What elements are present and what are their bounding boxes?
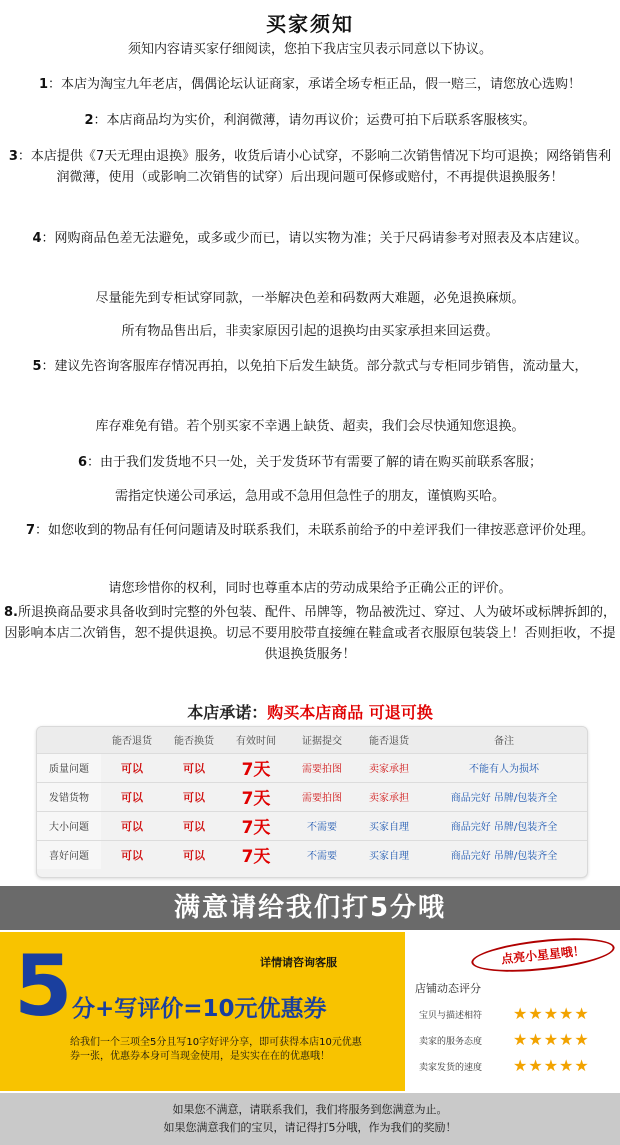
footer-line-1: 如果您不满意，请联系我们，我们将服务到您满意为止。 bbox=[172, 1103, 448, 1116]
notice-item-2: 2：本店商品均为实价，利润微薄，请勿再议价；运费可拍下后联系客服核实。 bbox=[84, 113, 536, 128]
table-row bbox=[37, 753, 587, 782]
rating-label: 卖家的服务态度 bbox=[419, 1037, 483, 1047]
table-cell: 可以 bbox=[101, 811, 163, 840]
table-cell: 卖家承担 bbox=[357, 753, 421, 782]
notice-item-1: 1：本店为淘宝九年老店，偶偶论坛认证商家，承诺全场专柜正品，假一赔三，请您放心选购！ bbox=[38, 77, 582, 92]
table-cell: 不需要 bbox=[287, 811, 357, 840]
coupon-headline: 分+写评价=10元优惠券 bbox=[72, 996, 327, 1022]
rating-label: 卖家发货的速度 bbox=[419, 1063, 483, 1073]
row-label: 喜好问题 bbox=[37, 840, 101, 869]
notice-item-5-b: 库存难免有错。若个别买家不幸遇上缺货、超卖，我们会尽快通知您退换。 bbox=[95, 419, 525, 434]
notice-subtitle: 须知内容请买家仔细阅读，您拍下我店宝贝表示同意以下协议。 bbox=[127, 42, 492, 57]
promise-table bbox=[36, 726, 588, 878]
table-cell: 7天 bbox=[225, 811, 287, 840]
table-cell: 7天 bbox=[225, 753, 287, 782]
table-header: 有效时间 bbox=[225, 727, 287, 753]
rating-banner: 满意请给我们打5分哦 bbox=[0, 886, 620, 930]
table-cell: 可以 bbox=[163, 753, 225, 782]
table-cell: 商品完好 吊牌/包装齐全 bbox=[421, 811, 587, 840]
row-label: 大小问题 bbox=[37, 811, 101, 840]
notice-item-4: 4：网购商品色差无法避免，或多或少而已，请以实物为准；关于尺码请参考对照表及本店建议。 bbox=[32, 231, 588, 246]
star-badge: 点亮小星星哦！ bbox=[470, 933, 616, 978]
notice-item-6: 6：由于我们发货地不只一处，关于发货环节有需要了解的请在购买前联系客服； bbox=[77, 455, 543, 470]
table-row bbox=[37, 840, 587, 869]
notice-item-6-b: 需指定快递公司承运，急用或不急用但急性子的朋友，谨慎购买哈。 bbox=[114, 489, 505, 504]
notice-item-3: 3：本店提供《7天无理由退换》服务，收货后请小心试穿，不影响二次销售情况下均可退换；网络销售利润微薄，使用（或影响二次销售的试穿）后出现问题可保修或赔付，不再提供退换服务！ bbox=[8, 149, 612, 185]
rating-title: 店铺动态评分 bbox=[415, 982, 481, 995]
table-cell: 7天 bbox=[225, 840, 287, 869]
rating-row bbox=[419, 1004, 619, 1024]
star-icon: ★★★★★ bbox=[513, 1056, 590, 1075]
table-header: 能否退货 bbox=[101, 727, 163, 753]
table-cell: 可以 bbox=[163, 811, 225, 840]
table-cell: 不需要 bbox=[287, 840, 357, 869]
row-label: 发错货物 bbox=[37, 782, 101, 811]
table-cell: 卖家承担 bbox=[357, 782, 421, 811]
table-cell: 可以 bbox=[101, 753, 163, 782]
row-label: 质量问题 bbox=[37, 753, 101, 782]
table-header: 备注 bbox=[421, 727, 587, 753]
table-cell: 可以 bbox=[163, 782, 225, 811]
table-cell: 不能有人为损坏 bbox=[421, 753, 587, 782]
notice-item-8: 8.所退换商品要求具备收到时完整的外包装、配件、吊牌等，物品被洗过、穿过、人为破坏或标牌拆卸的，因影响本店二次销售，恕不提供退换。切忌不要用胶带直接缠在鞋盒或者衣服原包装袋上！否则拒收，不提供退换货服务！ bbox=[4, 605, 616, 662]
table-row bbox=[37, 811, 587, 840]
notice-item-5: 5：建议先咨询客服库存情况再拍，以免拍下后发生缺货。部分款式与专柜同步销售，流动量大， bbox=[32, 359, 588, 374]
notice-item-4-b: 尽量能先到专柜试穿同款，一举解决色差和码数两大难题，必免退换麻烦。 bbox=[95, 291, 525, 306]
table-header-row bbox=[37, 727, 587, 753]
table-header bbox=[37, 727, 101, 753]
promise-title: 本店承诺：购买本店商品 可退可换 bbox=[187, 703, 433, 722]
notice-item-4-c: 所有物品售出后，非卖家原因引起的退换均由买家承担来回运费。 bbox=[121, 324, 499, 339]
table-header: 能否换货 bbox=[163, 727, 225, 753]
table-cell: 买家自理 bbox=[357, 840, 421, 869]
table-header: 能否退货 bbox=[357, 727, 421, 753]
coupon-panel bbox=[0, 932, 405, 1091]
table-header: 证据提交 bbox=[287, 727, 357, 753]
footer-line-2: 如果您满意我们的宝贝，请记得打5分哦，作为我们的奖励！ bbox=[163, 1121, 457, 1134]
table-cell: 需要拍图 bbox=[287, 753, 357, 782]
rating-row bbox=[419, 1030, 619, 1050]
star-icon: ★★★★★ bbox=[513, 1004, 590, 1023]
table-cell: 可以 bbox=[101, 782, 163, 811]
rating-row bbox=[419, 1056, 619, 1076]
table-cell: 可以 bbox=[101, 840, 163, 869]
table-cell: 可以 bbox=[163, 840, 225, 869]
notice-title: 买家须知 bbox=[266, 12, 354, 36]
big-five: 5 bbox=[14, 937, 73, 1035]
table-cell: 7天 bbox=[225, 782, 287, 811]
notice-item-7: 7：如您收到的物品有任何问题请及时联系我们，未联系前给予的中差评我们一律按恶意评价处理。 bbox=[25, 523, 595, 538]
table-row bbox=[37, 782, 587, 811]
coupon-description: 给我们一个三项全5分且写10字好评分享，即可获得本店10元优惠券一张，优惠券本身可当现金使用，是实实在在的优惠哦！ bbox=[70, 1037, 362, 1062]
table-cell: 商品完好 吊牌/包装齐全 bbox=[421, 840, 587, 869]
table-cell: 买家自理 bbox=[357, 811, 421, 840]
notice-item-7-b: 请您珍惜你的权利，同时也尊重本店的劳动成果给予正确公正的评价。 bbox=[108, 581, 512, 596]
table-cell: 需要拍图 bbox=[287, 782, 357, 811]
notice-body bbox=[0, 66, 620, 686]
rating-panel bbox=[405, 932, 620, 1091]
table-cell: 商品完好 吊牌/包装齐全 bbox=[421, 782, 587, 811]
star-icon: ★★★★★ bbox=[513, 1030, 590, 1049]
rating-label: 宝贝与描述相符 bbox=[419, 1011, 483, 1021]
footer bbox=[0, 1093, 620, 1145]
ask-service-text: 详情请咨询客服 bbox=[260, 956, 337, 969]
